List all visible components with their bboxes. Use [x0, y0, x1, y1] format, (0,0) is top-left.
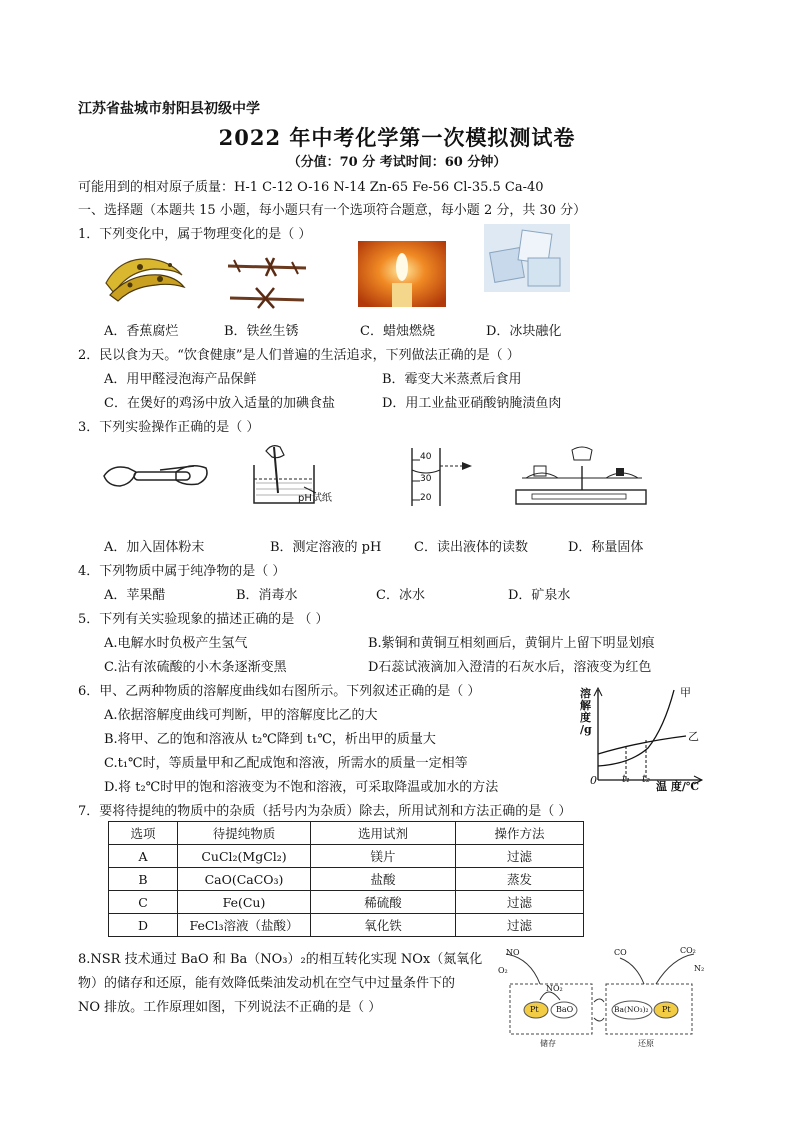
table-cell: D [109, 914, 178, 937]
table-cell: 镁片 [311, 845, 456, 868]
q8-line-2: 物）的储存和还原，能有效降低柴油发动机在空气中过量条件下的 [78, 976, 456, 991]
q2-stem: 2．民以食为天。“饮食健康”是人们普遍的生活追求，下列做法正确的是（ ） [78, 348, 520, 363]
ph-paper-label: pH试纸 [298, 493, 332, 504]
table-cell: B [109, 868, 178, 891]
q3-option-a: A．加入固体粉末 [104, 540, 205, 555]
exam-title: 2022 年中考化学第一次模拟测试卷 [218, 125, 576, 150]
y-label-1: 溶 [580, 687, 591, 700]
table-cell: FeCl₃溶液（盐酸） [178, 914, 311, 937]
table-cell: Fe(Cu) [178, 891, 311, 914]
cylinder-tick-30: 30 [420, 474, 432, 484]
diagram-o2: O₂ [498, 966, 508, 975]
q3-option-c: C．读出液体的读数 [414, 540, 528, 555]
cylinder-tick-40: 40 [420, 452, 432, 462]
series-yi-label: 乙 [688, 730, 699, 743]
ice-cubes-image [484, 224, 570, 292]
table-cell: 氧化铁 [311, 914, 456, 937]
q2-option-d: D．用工业盐亚硝酸钠腌渍鱼肉 [382, 396, 562, 411]
q6-option-d: D.将 t₂℃时甲的饱和溶液变为不饱和溶液，可采取降温或加水的方法 [104, 780, 499, 795]
q6-option-c: C.t₁℃时，等质量甲和乙配成饱和溶液，所需水的质量一定相等 [104, 756, 468, 771]
diagram-no2: NO₂ [546, 984, 563, 993]
q2-option-b: B．霉变大米蒸煮后食用 [382, 372, 522, 387]
t2-label: t₂ [642, 774, 651, 785]
q4-option-c: C．冰水 [376, 588, 425, 603]
school-name: 江苏省盐城市射阳县初级中学 [78, 101, 260, 117]
q1-stem: 1．下列变化中，属于物理变化的是（ ） [78, 227, 312, 242]
barbed-wire-image [226, 254, 308, 312]
diagram-store-label: 储存 [540, 1039, 556, 1048]
cylinder-reading-image [404, 448, 484, 506]
y-label-2: 解 [580, 699, 591, 712]
diagram-bao: BaO [556, 1005, 574, 1014]
y-axis-label [580, 688, 594, 736]
q7-table [108, 821, 584, 937]
table-header-cell: 选项 [109, 822, 178, 845]
diagram-bano3: Ba(NO₃)₂ [614, 1005, 649, 1014]
table-cell: 过滤 [456, 845, 584, 868]
q8-line-3: NO 排放。工作原理如图，下列说法不正确的是（ ） [78, 1000, 382, 1015]
banana-image [100, 253, 188, 305]
table-header-cell: 操作方法 [456, 822, 584, 845]
table-cell: 稀硫酸 [311, 891, 456, 914]
q6-stem: 6．甲、乙两种物质的溶解度曲线如右图所示。下列叙述正确的是（ ） [78, 684, 481, 699]
q1-option-d: D．冰块融化 [486, 324, 562, 339]
q4-option-a: A．苹果醋 [104, 588, 166, 603]
table-header-row [109, 822, 584, 845]
diagram-pt-right: Pt [662, 1005, 671, 1014]
table-cell: A [109, 845, 178, 868]
table-cell: 过滤 [456, 914, 584, 937]
q3-stem: 3．下列实验操作正确的是（ ） [78, 420, 260, 435]
test-tube-hands-image [102, 458, 212, 494]
cylinder-tick-20: 20 [420, 493, 432, 503]
q5-option-b: B.紫铜和黄铜互相刻画后，黄铜片上留下明显划痕 [368, 636, 655, 651]
y-label-4: /g [580, 723, 592, 736]
table-cell: 盐酸 [311, 868, 456, 891]
table-header-cell: 待提纯物质 [178, 822, 311, 845]
table-cell: 过滤 [456, 891, 584, 914]
q5-option-a: A.电解水时负极产生氢气 [104, 636, 248, 651]
q3-option-b: B．测定溶液的 pH [270, 540, 382, 555]
q4-option-b: B．消毒水 [236, 588, 298, 603]
q6-option-a: A.依据溶解度曲线可判断，甲的溶解度比乙的大 [104, 708, 378, 723]
q7-stem: 7．要将待提纯的物质中的杂质（括号内为杂质）除去，所用试剂和方法正确的是（ ） [78, 804, 572, 819]
diagram-co: CO [614, 948, 627, 957]
table-header-cell: 选用试剂 [311, 822, 456, 845]
diagram-no: NO [506, 948, 520, 957]
q4-option-d: D．矿泉水 [508, 588, 571, 603]
exam-subtitle: （分值：70 分 考试时间：60 分钟） [287, 155, 507, 170]
diagram-pt-left: Pt [530, 1005, 539, 1014]
q8-line-1: 8.NSR 技术通过 BaO 和 Ba（NO₃）₂的相互转化实现 NOx（氮氧化 [78, 952, 483, 967]
curve-yi [598, 736, 686, 754]
table-row [109, 868, 584, 891]
q1-option-b: B．铁丝生锈 [224, 324, 299, 339]
q1-option-a: A．香蕉腐烂 [104, 324, 179, 339]
diagram-co2: CO₂ [680, 946, 696, 955]
y-label-3: 度 [580, 711, 591, 724]
table-row [109, 914, 584, 937]
q5-option-c: C.沾有浓硫酸的小木条逐渐变黑 [104, 660, 287, 675]
diagram-reduce-label: 还原 [638, 1039, 654, 1048]
q6-option-b: B.将甲、乙的饱和溶液从 t₂℃降到 t₁℃，析出甲的质量大 [104, 732, 436, 747]
section-heading: 一、选择题（本题共 15 小题，每小题只有一个选项符合题意，每小题 2 分，共 30 分） [78, 203, 587, 218]
q3-option-d: D．称量固体 [568, 540, 644, 555]
nsr-diagram [496, 944, 714, 1054]
candle-image [358, 241, 446, 307]
table-row [109, 891, 584, 914]
q4-stem: 4．下列物质中属于纯净物的是（ ） [78, 564, 286, 579]
table-row [109, 845, 584, 868]
q1-option-c: C．蜡烛燃烧 [360, 324, 435, 339]
table-cell: CuCl₂(MgCl₂) [178, 845, 311, 868]
series-jia-label: 甲 [680, 686, 691, 699]
table-cell: 蒸发 [456, 868, 584, 891]
q5-option-d: D石蕊试液滴加入澄清的石灰水后，溶液变为红色 [368, 660, 652, 675]
q2-option-c: C．在煲好的鸡汤中放入适量的加碘食盐 [104, 396, 335, 411]
q2-option-a: A．用甲醛浸泡海产品保鲜 [104, 372, 257, 387]
table-cell: CaO(CaCO₃) [178, 868, 311, 891]
curve-jia [598, 690, 674, 766]
q5-stem: 5．下列有关实验现象的描述正确的是 （ ） [78, 612, 329, 627]
origin-label: 0 [590, 774, 597, 787]
table-cell: C [109, 891, 178, 914]
balance-image [512, 446, 652, 510]
t1-label: t₁ [622, 774, 631, 785]
x-axis-label: 温 度/℃ [656, 780, 700, 793]
atomic-mass-line: 可能用到的相对原子质量：H-1 C-12 O-16 N-14 Zn-65 Fe-56 Cl-35.5 Ca-40 [78, 180, 544, 195]
diagram-n2: N₂ [694, 964, 705, 973]
